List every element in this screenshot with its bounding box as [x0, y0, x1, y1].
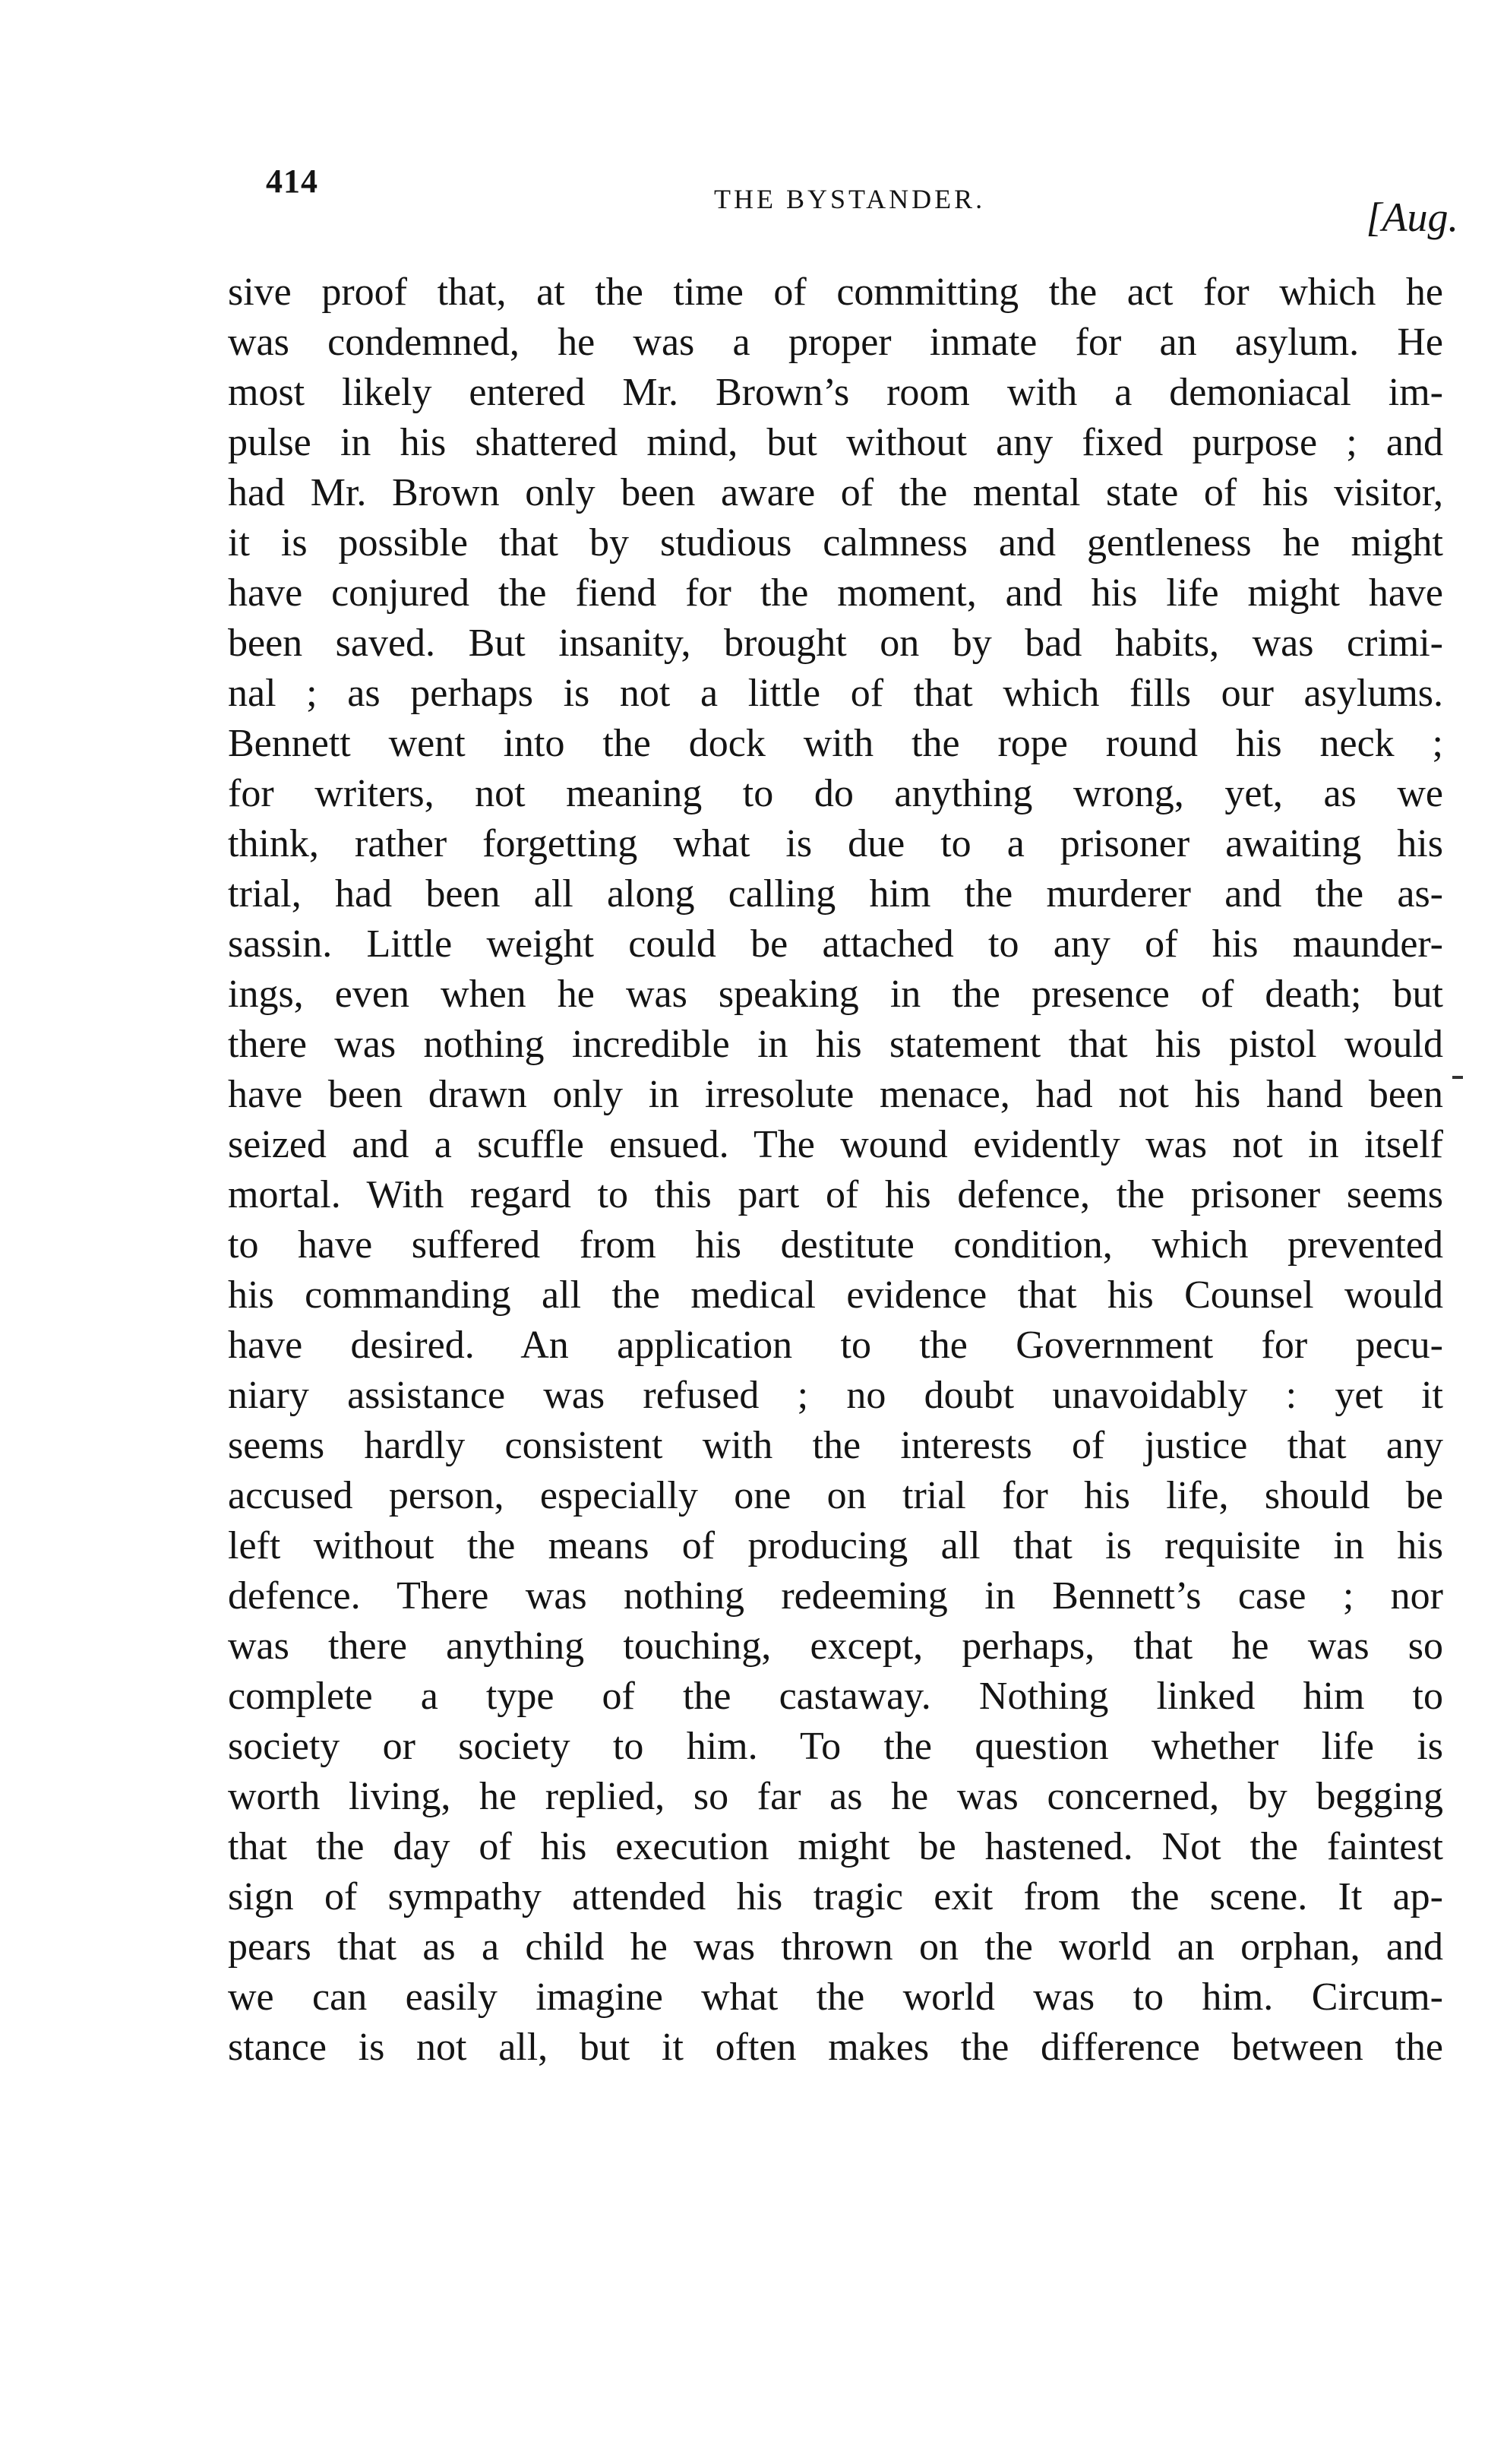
text-line: seems hardly consistent with the interests of justice that any: [228, 1424, 1443, 1467]
text-line: sassin. Little weight could be attached to any of his maunder-: [228, 922, 1443, 966]
text-line: have desired. An application to the Government for pecu-: [228, 1324, 1443, 1367]
body-text: [228, 267, 1443, 2243]
text-line: for writers, not meaning to do anything wrong, yet, as we: [228, 772, 1443, 815]
text-line: to have suffered from his destitute condition, which prevented: [228, 1223, 1443, 1267]
text-line: stance is not all, but it often makes the difference between the: [228, 2026, 1443, 2069]
text-line: was condemned, he was a proper inmate for an asylum. He: [228, 321, 1443, 364]
text-line: pears that as a child he was thrown on the world an orphan, and: [228, 1925, 1443, 1969]
text-line: most likely entered Mr. Brown’s room with a demoniacal im-: [228, 371, 1443, 414]
page-number: 414: [266, 163, 318, 200]
text-line: complete a type of the castaway. Nothing linked him to: [228, 1675, 1443, 1718]
text-line: it is possible that by studious calmness and gentleness he might: [228, 521, 1443, 565]
text-line: there was nothing incredible in his statement that his pistol would: [228, 1023, 1443, 1066]
text-line: was there anything touching, except, perhaps, that he was so: [228, 1624, 1443, 1668]
text-line: pulse in his shattered mind, but without any fixed purpose ; and: [228, 421, 1443, 464]
text-line: worth living, he replied, so far as he was concerned, by begging: [228, 1775, 1443, 1818]
text-line: nal ; as perhaps is not a little of that which fills our asylums.: [228, 672, 1443, 715]
text-line: Bennett went into the dock with the rope round his neck ;: [228, 722, 1443, 765]
text-line: accused person, especially one on trial for his life, should be: [228, 1474, 1443, 1517]
text-line: ings, even when he was speaking in the presence of death; but: [228, 973, 1443, 1016]
text-line: sive proof that, at the time of committing the act for which he: [228, 270, 1443, 314]
text-line: society or society to him. To the question whether life is: [228, 1725, 1443, 1768]
text-line: his commanding all the medical evidence that his Counsel would: [228, 1273, 1443, 1317]
text-line: been saved. But insanity, brought on by bad habits, was crimi-: [228, 622, 1443, 665]
text-line: have conjured the fiend for the moment, and his life might have: [228, 571, 1443, 615]
text-line: seized and a scuffle ensued. The wound evidently was not in itself: [228, 1123, 1443, 1166]
text-line: we can easily imagine what the world was to him. Circum-: [228, 1975, 1443, 2019]
running-head: THE BYSTANDER.: [714, 184, 986, 214]
text-line: trial, had been all along calling him the murderer and the as-: [228, 872, 1443, 916]
text-line: that the day of his execution might be hastened. Not the faintest: [228, 1825, 1443, 1868]
text-line: sign of sympathy attended his tragic exit from the scene. It ap-: [228, 1875, 1443, 1918]
margin-mark: [1452, 1076, 1463, 1079]
text-line: left without the means of producing all that is requisite in his: [228, 1524, 1443, 1567]
text-line: think, rather forgetting what is due to a prisoner awaiting his: [228, 822, 1443, 865]
text-line: defence. There was nothing redeeming in Bennett’s case ; nor: [228, 1574, 1443, 1618]
text-line: had Mr. Brown only been aware of the mental state of his visitor,: [228, 471, 1443, 514]
text-line: mortal. With regard to this part of his defence, the prisoner seems: [228, 1173, 1443, 1216]
text-line: niary assistance was refused ; no doubt unavoidably : yet it: [228, 1374, 1443, 1417]
issue-month: [Aug.: [1366, 195, 1458, 240]
page-header: [251, 156, 1458, 239]
text-line: have been drawn only in irresolute menace, had not his hand been: [228, 1073, 1443, 1116]
